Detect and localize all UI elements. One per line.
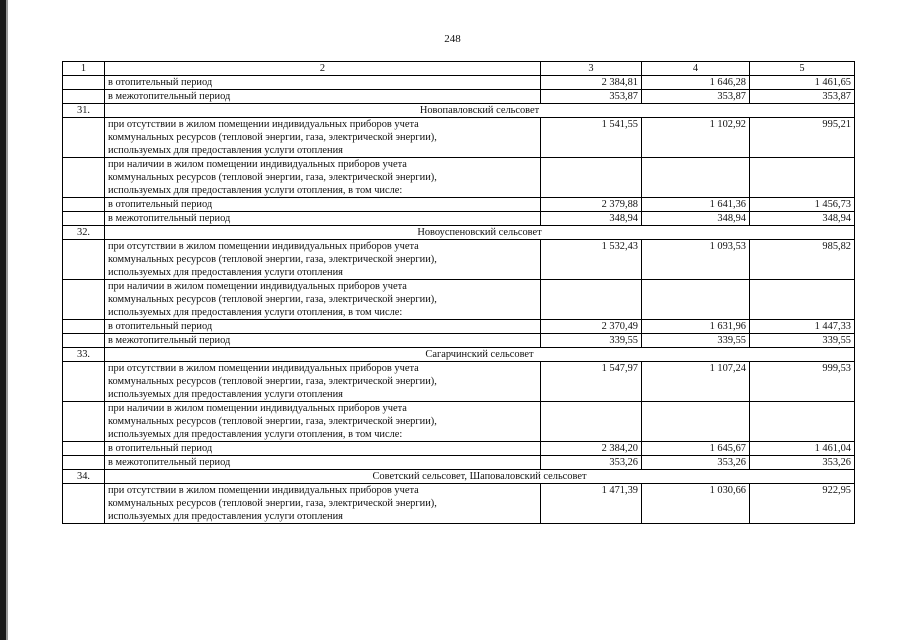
- no-meter-row: [63, 362, 855, 402]
- description-line-3: используемых для предоставления услуги отопления: [108, 145, 343, 156]
- row-number-cell: [63, 76, 105, 90]
- period-label: в межотопительный период: [105, 90, 541, 104]
- description-cell: [105, 240, 541, 280]
- description-line-1: при наличии в жилом помещении индивидуальных приборов учета: [108, 281, 407, 292]
- section-name: Новоуспеновский сельсовет: [105, 226, 855, 240]
- period-label: в отопительный период: [105, 198, 541, 212]
- value-col-4: 1 107,24: [642, 362, 750, 402]
- value-col-5: 1 461,04: [750, 442, 855, 456]
- with-meter-row: [63, 402, 855, 442]
- value-col-5: 922,95: [750, 484, 855, 524]
- value-col-4: 339,55: [642, 334, 750, 348]
- period-label: в межотопительный период: [105, 334, 541, 348]
- row-number-cell: [63, 442, 105, 456]
- description-line-1: при отсутствии в жилом помещении индивидуальных приборов учета: [108, 241, 419, 252]
- section-number: 32.: [63, 226, 105, 240]
- value-col-4: 348,94: [642, 212, 750, 226]
- value-col-3: 2 370,49: [541, 320, 642, 334]
- row-number-cell: [63, 362, 105, 402]
- period-label: в межотопительный период: [105, 456, 541, 470]
- description-line-2: коммунальных ресурсов (тепловой энергии, газа, электрической энергии),: [108, 416, 437, 427]
- value-col-5: 1 461,65: [750, 76, 855, 90]
- description-line-3: используемых для предоставления услуги отопления, в том числе:: [108, 307, 403, 318]
- tariff-table: [62, 61, 855, 524]
- value-col-3: 2 384,81: [541, 76, 642, 90]
- description-line-3: используемых для предоставления услуги отопления: [108, 511, 343, 522]
- row-number-cell: [63, 280, 105, 320]
- section-number: 33.: [63, 348, 105, 362]
- table-body: [63, 76, 855, 524]
- value-col-5: 353,87: [750, 90, 855, 104]
- section-name: Советский сельсовет, Шаповаловский сельсовет: [105, 470, 855, 484]
- period-label: в межотопительный период: [105, 212, 541, 226]
- description-cell: [105, 158, 541, 198]
- row-number-cell: [63, 212, 105, 226]
- no-meter-row: [63, 118, 855, 158]
- description-cell: [105, 280, 541, 320]
- description-line-2: коммунальных ресурсов (тепловой энергии, газа, электрической энергии),: [108, 254, 437, 265]
- scan-edge-shadow: [6, 0, 8, 640]
- value-col-3: 2 379,88: [541, 198, 642, 212]
- description-cell: [105, 118, 541, 158]
- header-col-4: 4: [642, 62, 750, 76]
- section-number: 34.: [63, 470, 105, 484]
- value-col-3: [541, 402, 642, 442]
- value-col-5: 1 456,73: [750, 198, 855, 212]
- description-line-2: коммунальных ресурсов (тепловой энергии, газа, электрической энергии),: [108, 376, 437, 387]
- value-col-3: [541, 158, 642, 198]
- value-col-3: 1 471,39: [541, 484, 642, 524]
- value-col-3: [541, 280, 642, 320]
- period-row: [63, 456, 855, 470]
- section-row: [63, 348, 855, 362]
- description-line-2: коммунальных ресурсов (тепловой энергии, газа, электрической энергии),: [108, 172, 437, 183]
- section-row: [63, 470, 855, 484]
- value-col-5: 999,53: [750, 362, 855, 402]
- value-col-3: 2 384,20: [541, 442, 642, 456]
- page-number: 248: [444, 33, 461, 45]
- value-col-4: 1 641,36: [642, 198, 750, 212]
- table-header-row: [63, 62, 855, 76]
- row-number-cell: [63, 484, 105, 524]
- description-cell: [105, 362, 541, 402]
- value-col-5: 1 447,33: [750, 320, 855, 334]
- value-col-3: 1 532,43: [541, 240, 642, 280]
- value-col-4: 1 093,53: [642, 240, 750, 280]
- row-number-cell: [63, 90, 105, 104]
- value-col-5: [750, 158, 855, 198]
- description-line-1: при отсутствии в жилом помещении индивидуальных приборов учета: [108, 485, 419, 496]
- value-col-4: 1 631,96: [642, 320, 750, 334]
- value-col-3: 348,94: [541, 212, 642, 226]
- header-col-2: 2: [105, 62, 541, 76]
- period-row: [63, 320, 855, 334]
- section-row: [63, 226, 855, 240]
- with-meter-row: [63, 158, 855, 198]
- description-line-1: при наличии в жилом помещении индивидуальных приборов учета: [108, 403, 407, 414]
- value-col-4: 353,87: [642, 90, 750, 104]
- period-label: в отопительный период: [105, 320, 541, 334]
- value-col-4: 353,26: [642, 456, 750, 470]
- value-col-5: [750, 402, 855, 442]
- row-number-cell: [63, 118, 105, 158]
- row-number-cell: [63, 320, 105, 334]
- period-label: в отопительный период: [105, 76, 541, 90]
- value-col-4: [642, 158, 750, 198]
- description-line-3: используемых для предоставления услуги отопления: [108, 389, 343, 400]
- value-col-4: 1 102,92: [642, 118, 750, 158]
- value-col-4: [642, 402, 750, 442]
- value-col-4: 1 030,66: [642, 484, 750, 524]
- row-number-cell: [63, 198, 105, 212]
- header-col-1: 1: [63, 62, 105, 76]
- value-col-3: 339,55: [541, 334, 642, 348]
- period-row: [63, 76, 855, 90]
- value-col-4: 1 645,67: [642, 442, 750, 456]
- section-name: Сагарчинский сельсовет: [105, 348, 855, 362]
- row-number-cell: [63, 402, 105, 442]
- value-col-5: 995,21: [750, 118, 855, 158]
- row-number-cell: [63, 334, 105, 348]
- value-col-3: 1 547,97: [541, 362, 642, 402]
- value-col-3: 353,26: [541, 456, 642, 470]
- row-number-cell: [63, 456, 105, 470]
- header-col-5: 5: [750, 62, 855, 76]
- section-row: [63, 104, 855, 118]
- section-name: Новопавловский сельсовет: [105, 104, 855, 118]
- no-meter-row: [63, 240, 855, 280]
- period-row: [63, 90, 855, 104]
- value-col-3: 353,87: [541, 90, 642, 104]
- description-line-1: при отсутствии в жилом помещении индивидуальных приборов учета: [108, 119, 419, 130]
- value-col-5: 339,55: [750, 334, 855, 348]
- period-row: [63, 442, 855, 456]
- value-col-5: 348,94: [750, 212, 855, 226]
- description-line-1: при отсутствии в жилом помещении индивидуальных приборов учета: [108, 363, 419, 374]
- description-line-2: коммунальных ресурсов (тепловой энергии, газа, электрической энергии),: [108, 132, 437, 143]
- value-col-5: 353,26: [750, 456, 855, 470]
- description-line-1: при наличии в жилом помещении индивидуальных приборов учета: [108, 159, 407, 170]
- with-meter-row: [63, 280, 855, 320]
- description-line-3: используемых для предоставления услуги отопления, в том числе:: [108, 185, 403, 196]
- header-col-3: 3: [541, 62, 642, 76]
- description-line-2: коммунальных ресурсов (тепловой энергии, газа, электрической энергии),: [108, 498, 437, 509]
- description-line-2: коммунальных ресурсов (тепловой энергии, газа, электрической энергии),: [108, 294, 437, 305]
- value-col-5: [750, 280, 855, 320]
- value-col-4: [642, 280, 750, 320]
- section-number: 31.: [63, 104, 105, 118]
- period-row: [63, 212, 855, 226]
- period-label: в отопительный период: [105, 442, 541, 456]
- value-col-5: 985,82: [750, 240, 855, 280]
- description-line-3: используемых для предоставления услуги отопления: [108, 267, 343, 278]
- value-col-3: 1 541,55: [541, 118, 642, 158]
- period-row: [63, 198, 855, 212]
- row-number-cell: [63, 158, 105, 198]
- value-col-4: 1 646,28: [642, 76, 750, 90]
- description-cell: [105, 402, 541, 442]
- period-row: [63, 334, 855, 348]
- description-cell: [105, 484, 541, 524]
- no-meter-row: [63, 484, 855, 524]
- description-line-3: используемых для предоставления услуги отопления, в том числе:: [108, 429, 403, 440]
- row-number-cell: [63, 240, 105, 280]
